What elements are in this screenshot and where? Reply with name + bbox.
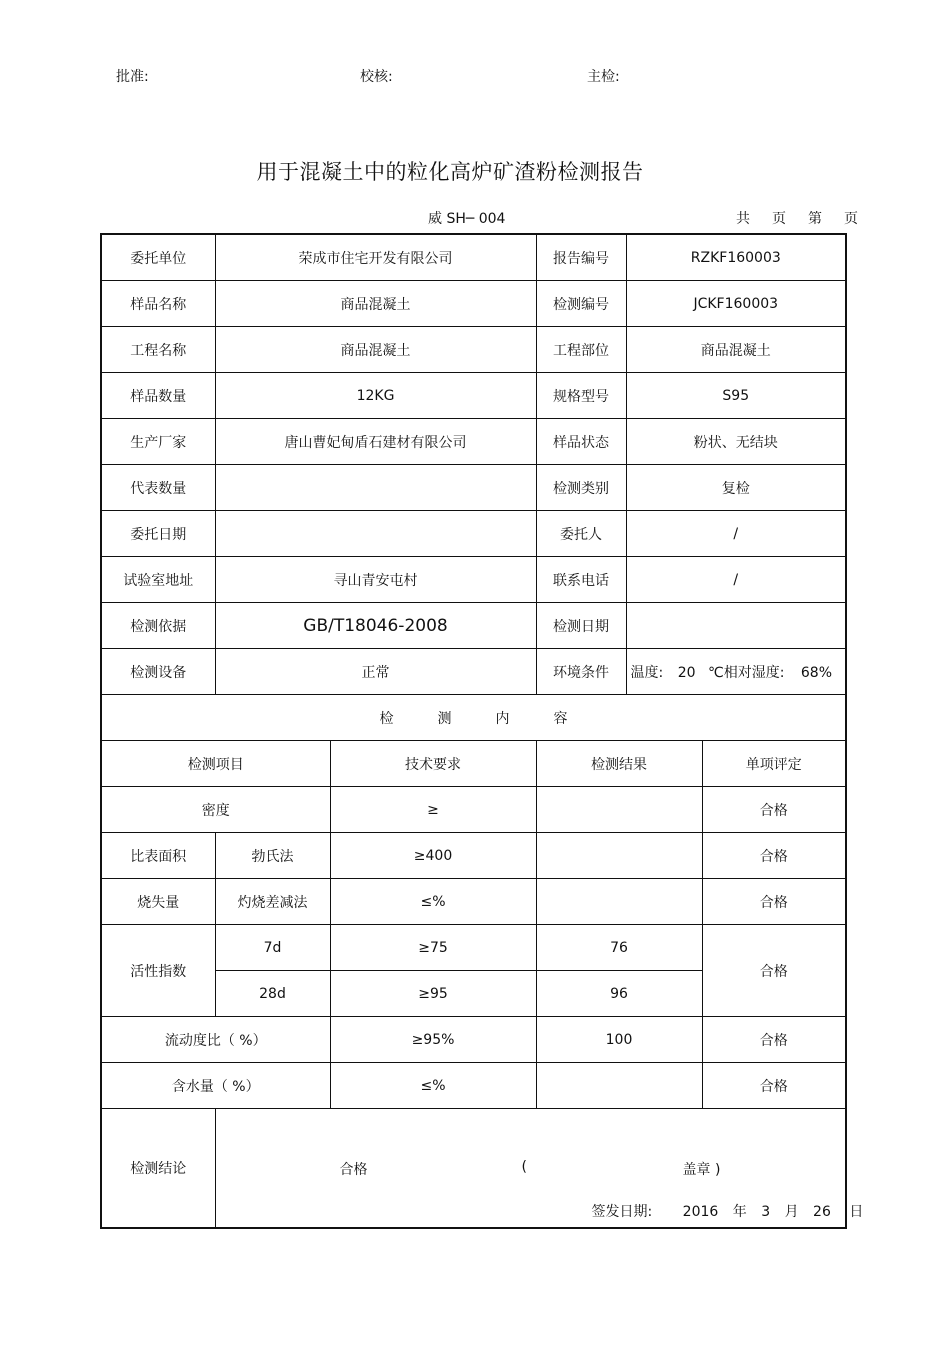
fluidity-result: 100 [536,1017,702,1063]
commissioner-value: / [626,511,846,557]
page-total: 共 [736,211,750,227]
spec-label: 规格型号 [536,373,626,419]
conclusion-row [101,1109,846,1229]
activity-name: 活性指数 [101,925,215,1017]
activity-eval: 合格 [702,925,846,1017]
issue-year: 2016 [682,1204,719,1220]
test-date-label: 检测日期 [536,603,626,649]
page-unit-1: 页 [772,211,786,227]
loss-method: 灼烧差减法 [215,879,330,925]
report-table [100,233,864,1229]
project-part-value: 商品混凝土 [626,327,846,373]
test-row-fluidity [101,1017,846,1063]
sample-name-value: 商品混凝土 [215,281,536,327]
header-item: 检测项目 [101,741,330,787]
project-name-label: 工程名称 [101,327,215,373]
lab-address-value: 寻山青安屯村 [215,557,536,603]
activity-7d-label: 7d [215,925,330,971]
test-no-label: 检测编号 [536,281,626,327]
manufacturer-value: 唐山曹妃甸盾石建材有限公司 [215,419,536,465]
basis-value: GB/T18046-2008 [215,603,536,649]
doc-code: 威 SH─ 004 [428,211,506,227]
test-no-value: JCKF160003 [626,281,846,327]
test-date-value [626,603,846,649]
surface-req: ≥400 [330,833,536,879]
info-row [101,557,846,603]
header-result: 检测结果 [536,741,702,787]
test-row-moisture [101,1063,846,1109]
approve-label: 批准: [116,69,149,85]
fluidity-req: ≥95% [330,1017,536,1063]
density-eval: 合格 [702,787,846,833]
sample-name-label: 样品名称 [101,281,215,327]
info-row [101,649,846,695]
section-header-row [101,695,846,741]
surface-eval: 合格 [702,833,846,879]
inspect-label: 主检: [587,69,620,85]
env-temp-label: 温度: [630,664,664,681]
basis-label: 检测依据 [101,603,215,649]
loss-result [536,879,702,925]
commission-date-label: 委托日期 [101,511,215,557]
sample-state-value: 粉状、无结块 [626,419,846,465]
info-row [101,281,846,327]
loss-name: 烧失量 [101,879,215,925]
loss-req: ≤% [330,879,536,925]
test-row-loss [101,879,846,925]
conclusion-paren: ( [521,1159,527,1175]
section-char: 检 [379,710,394,727]
conclusion-result: 合格 [339,1162,368,1178]
info-row [101,603,846,649]
section-char: 容 [553,710,568,727]
page-info [736,208,858,228]
surface-method: 勃氏法 [215,833,330,879]
commission-date-value [215,511,536,557]
activity-28d-req: ≥95 [330,971,536,1017]
moisture-name: 含水量（ %） [101,1063,330,1109]
report-no-value: RZKF160003 [626,234,846,281]
environment-label: 环境条件 [536,649,626,695]
page-unit-2: 页 [844,211,858,227]
rep-qty-label: 代表数量 [101,465,215,511]
lab-address-label: 试验室地址 [101,557,215,603]
activity-28d-result: 96 [536,971,702,1017]
issue-month-unit: 月 [784,1204,799,1220]
test-type-value: 复检 [626,465,846,511]
loss-eval: 合格 [702,879,846,925]
report-no-label: 报告编号 [536,234,626,281]
conclusion-seal: 盖章 ) [682,1162,721,1178]
conclusion-label: 检测结论 [101,1109,215,1229]
env-temp-value: 20 [677,664,696,681]
client-label: 委托单位 [101,234,215,281]
moisture-eval: 合格 [702,1063,846,1109]
test-row-surface [101,833,846,879]
page-nth: 第 [808,211,822,227]
sample-qty-label: 样品数量 [101,373,215,419]
phone-label: 联系电话 [536,557,626,603]
info-row [101,373,846,419]
project-part-label: 工程部位 [536,327,626,373]
project-name-value: 商品混凝土 [215,327,536,373]
surface-result [536,833,702,879]
issue-day: 26 [813,1204,831,1220]
equipment-value: 正常 [215,649,536,695]
issue-month: 3 [761,1204,771,1220]
density-result [536,787,702,833]
issue-date [592,1201,874,1221]
activity-7d-result: 76 [536,925,702,971]
info-row [101,465,846,511]
density-req: ≥ [330,787,536,833]
info-row [101,327,846,373]
header-req: 技术要求 [330,741,536,787]
moisture-req: ≤% [330,1063,536,1109]
conclusion-body [215,1109,864,1229]
sample-qty-value: 12KG [215,373,536,419]
section-char: 内 [495,710,510,727]
test-header-row [101,741,846,787]
issue-day-unit: 日 [849,1204,864,1220]
activity-28d-label: 28d [215,971,330,1017]
info-row [101,419,846,465]
info-row [101,511,846,557]
moisture-result [536,1063,702,1109]
commissioner-label: 委托人 [536,511,626,557]
env-hum-value: 68% [800,664,832,681]
section-title [101,695,846,741]
manufacturer-label: 生产厂家 [101,419,215,465]
fluidity-eval: 合格 [702,1017,846,1063]
info-row [101,234,846,281]
issue-date-label: 签发日期: [591,1204,653,1220]
phone-value: / [626,557,846,603]
fluidity-name: 流动度比（ %） [101,1017,330,1063]
issue-year-unit: 年 [732,1204,747,1220]
equipment-label: 检测设备 [101,649,215,695]
test-type-label: 检测类别 [536,465,626,511]
density-name: 密度 [101,787,330,833]
surface-name: 比表面积 [101,833,215,879]
client-value: 荣成市住宅开发有限公司 [215,234,536,281]
environment-value [626,649,846,695]
header-eval: 单项评定 [702,741,846,787]
report-title: 用于混凝土中的粒化高炉矿渣粉检测报告 [256,160,644,184]
spec-value: S95 [626,373,846,419]
test-row-activity-7d [101,925,846,971]
section-char: 测 [437,710,452,727]
rep-qty-value [215,465,536,511]
env-hum-label: ℃相对湿度: [707,664,785,681]
activity-7d-req: ≥75 [330,925,536,971]
review-label: 校核: [360,69,393,85]
sample-state-label: 样品状态 [536,419,626,465]
test-row-density [101,787,846,833]
